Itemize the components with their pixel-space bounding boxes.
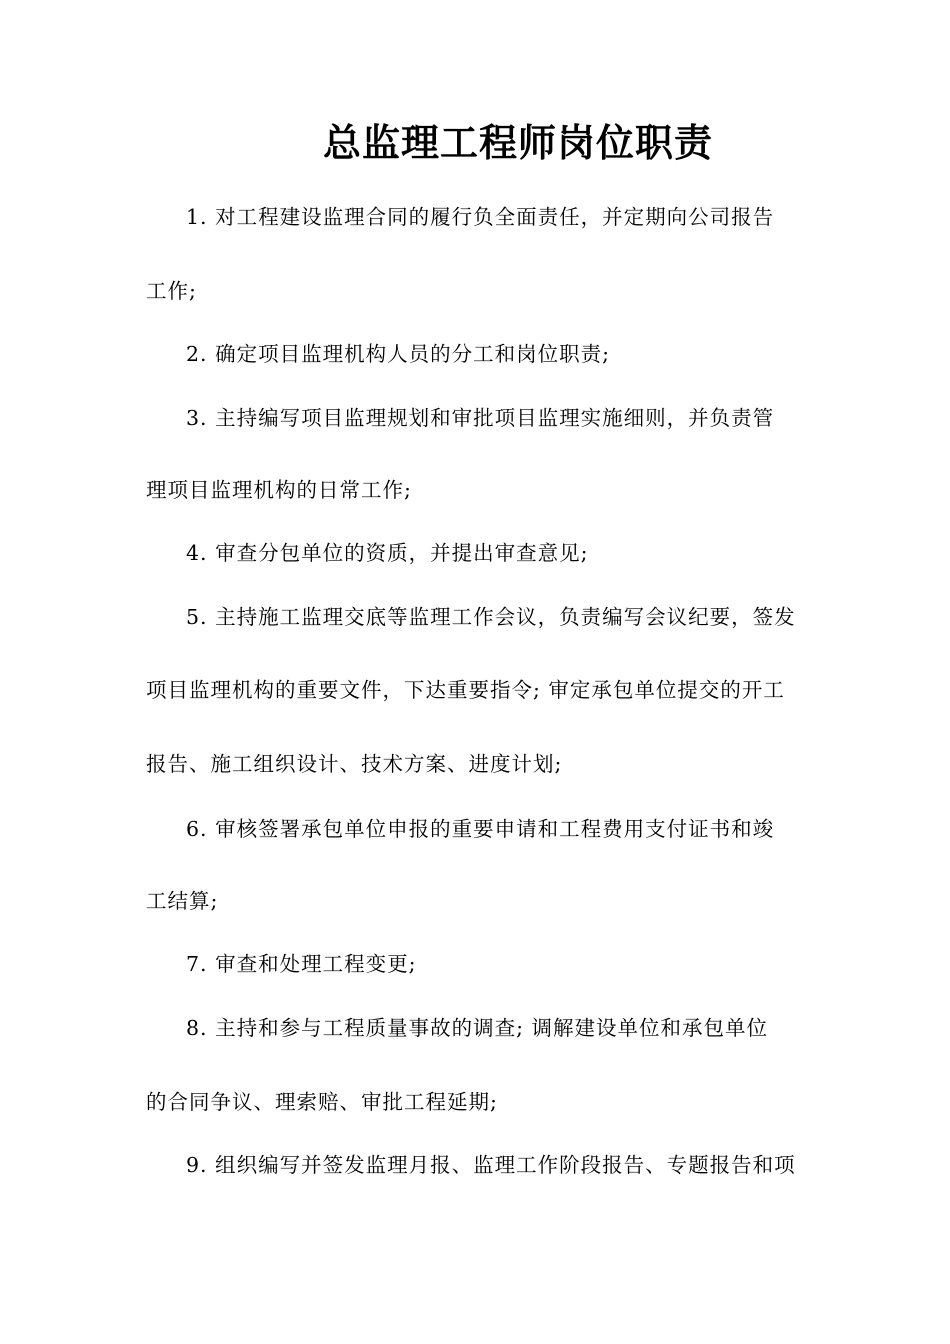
item-5-line-3: 报告、施工组织设计、技术方案、进度计划; bbox=[146, 752, 563, 776]
item-8-line-2: 的合同争议、理索赔、审批工程延期; bbox=[146, 1090, 498, 1114]
item-5-line-2: 项目监理机构的重要文件，下达重要指令; 审定承包单位提交的开工 bbox=[146, 678, 785, 702]
item-7-line-1: 7. 审查和处理工程变更; bbox=[186, 952, 417, 976]
item-5-line-1: 5. 主持施工监理交底等监理工作会议，负责编写会议纪要，签发 bbox=[186, 605, 796, 629]
item-3-line-1: 3. 主持编写项目监理规划和审批项目监理实施细则，并负责管 bbox=[186, 406, 775, 430]
document-title: 总监理工程师岗位职责 bbox=[322, 121, 713, 165]
item-1-line-1: 1. 对工程建设监理合同的履行负全面责任，并定期向公司报告 bbox=[186, 205, 775, 229]
item-1-line-2: 工作; bbox=[146, 279, 197, 303]
item-9-line-1: 9. 组织编写并签发监理月报、监理工作阶段报告、专题报告和项 bbox=[186, 1153, 796, 1177]
item-4-line-1: 4. 审查分包单位的资质，并提出审查意见; bbox=[186, 541, 589, 565]
item-3-line-2: 理项目监理机构的日常工作; bbox=[146, 478, 412, 502]
item-6-line-2: 工结算; bbox=[146, 889, 219, 913]
item-6-line-1: 6. 审核签署承包单位申报的重要申请和工程费用支付证书和竣 bbox=[186, 817, 775, 841]
item-8-line-1: 8. 主持和参与工程质量事故的调查; 调解建设单位和承包单位 bbox=[186, 1016, 768, 1040]
item-2-line-1: 2. 确定项目监理机构人员的分工和岗位职责; bbox=[186, 342, 610, 366]
